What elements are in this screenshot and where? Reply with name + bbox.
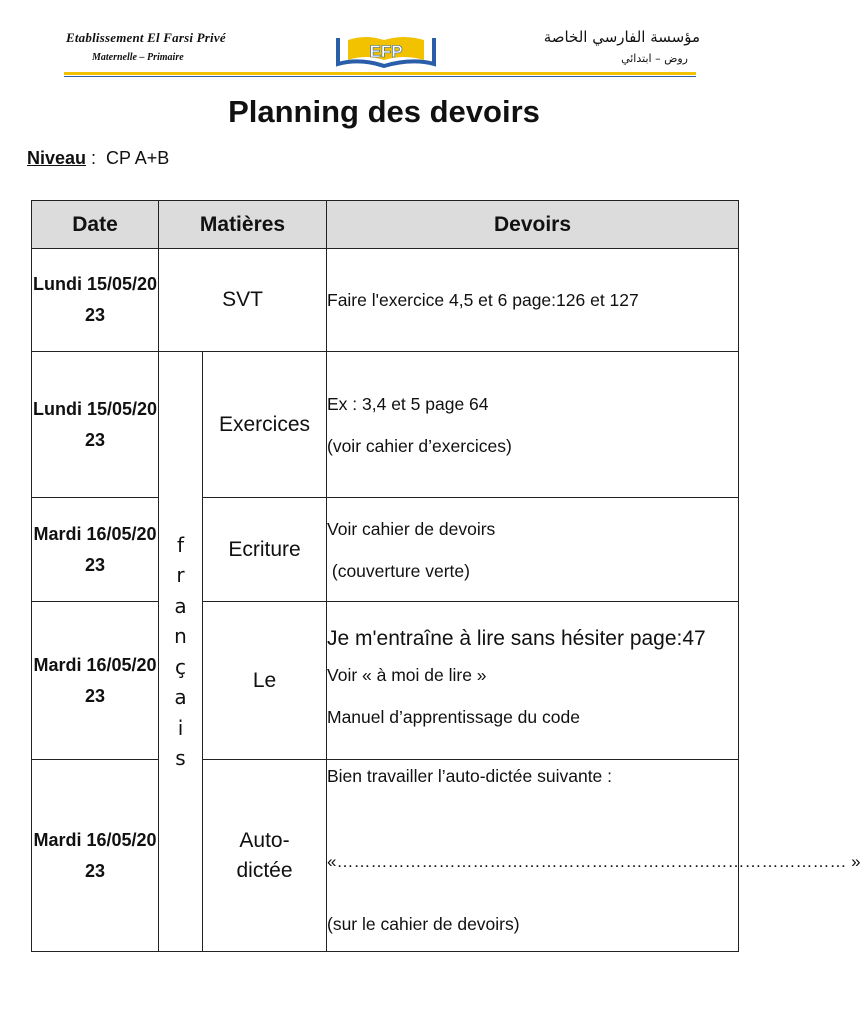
table-row — [32, 498, 739, 602]
row-devoirs — [327, 602, 739, 760]
header-divider-blue — [64, 76, 696, 77]
table-row — [32, 249, 739, 352]
school-name-arabic: مؤسسة الفارسي الخاصة — [543, 28, 700, 46]
header-matieres: Matières — [159, 201, 327, 249]
row-subject: Exercices — [203, 352, 327, 498]
dictation-blank-line: «……………………………………………………………………………… » — [327, 852, 861, 871]
devoir-line: (voir cahier d’exercices) — [327, 435, 512, 456]
devoir-line: Bien travailler l’auto-dictée suivante : — [327, 766, 613, 786]
devoir-line: Je m'entraîne à lire sans hésiter page:47 — [327, 627, 706, 650]
niveau-label: Niveau — [27, 148, 87, 168]
header-devoirs: Devoirs — [327, 201, 739, 249]
row-date: Lundi 15/05/2023 — [32, 249, 159, 352]
school-name-french: Etablissement El Farsi Privé — [66, 30, 226, 45]
row-devoirs — [327, 249, 739, 352]
row-date: Mardi 16/05/2023 — [32, 602, 159, 760]
niveau-value: CP A+B — [106, 148, 170, 168]
devoir-line: Faire l'exercice 4,5 et 6 page:126 et 127 — [327, 290, 639, 310]
row-devoirs — [327, 498, 739, 602]
letterhead — [0, 0, 768, 90]
devoir-line: Ex : 3,4 et 5 page 64 — [327, 393, 489, 414]
table-row — [32, 760, 739, 952]
row-devoirs — [327, 760, 861, 952]
devoir-line: (couverture verte) — [327, 560, 470, 581]
logo-text: EFP — [369, 42, 403, 61]
table-header-row — [32, 201, 739, 249]
table-row — [32, 352, 739, 498]
school-level-french: Maternelle – Primaire — [92, 52, 184, 63]
header-date: Date — [32, 201, 159, 249]
row-subject: Ecriture — [203, 498, 327, 602]
page-title: Planning des devoirs — [228, 94, 540, 129]
row-date: Mardi 16/05/2023 — [32, 760, 159, 952]
devoir-line: (sur le cahier de devoirs) — [327, 914, 520, 934]
row-subject: SVT — [159, 249, 327, 352]
francais-vertical-label: français — [159, 352, 203, 952]
row-subject: Le — [203, 602, 327, 760]
niveau-separator: : — [86, 148, 107, 168]
school-logo-icon — [334, 32, 438, 72]
devoir-line: Manuel d’apprentissage du code — [327, 707, 580, 727]
row-date: Mardi 16/05/2023 — [32, 498, 159, 602]
devoir-line: Voir cahier de devoirs — [327, 518, 496, 539]
table-row — [32, 602, 739, 760]
homework-table — [31, 200, 861, 952]
row-date: Lundi 15/05/2023 — [32, 352, 159, 498]
row-devoirs — [327, 352, 739, 498]
school-level-arabic: روض – ابتدائي — [621, 52, 688, 65]
niveau-line — [27, 148, 169, 169]
devoir-line: Voir « à moi de lire » — [327, 665, 487, 685]
header-divider-yellow — [64, 72, 696, 75]
row-subject: Auto-dictée — [203, 760, 327, 952]
